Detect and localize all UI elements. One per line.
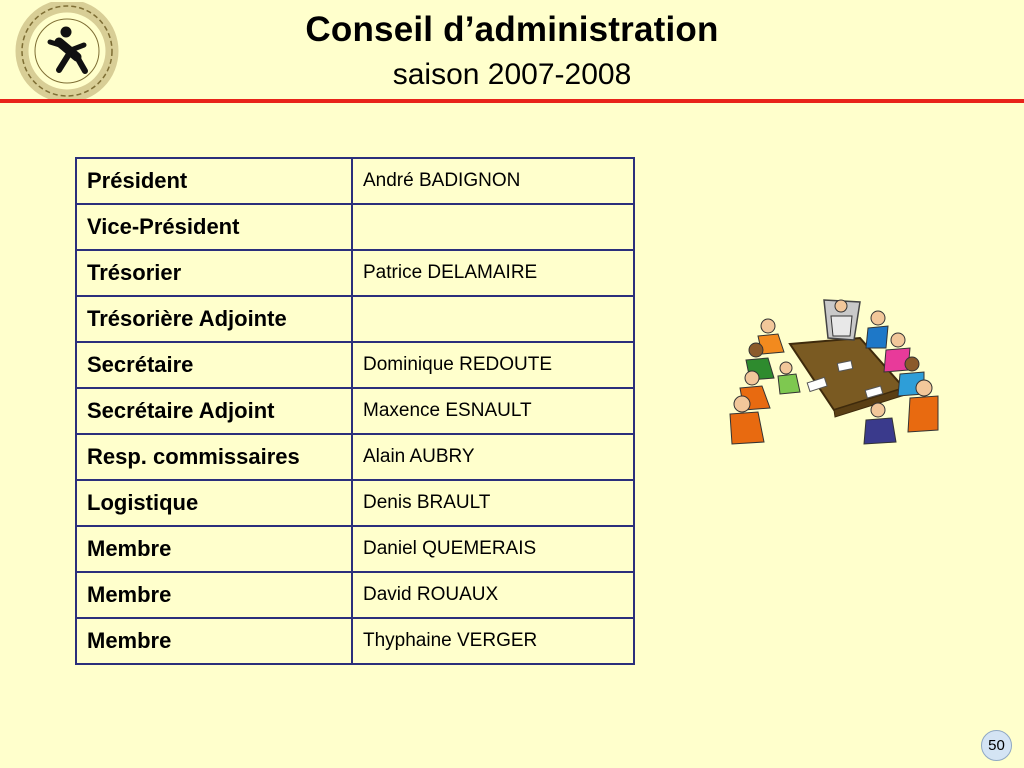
member-name-cell bbox=[352, 204, 634, 250]
member-name-cell: Daniel QUEMERAIS bbox=[352, 526, 634, 572]
role-cell: Président bbox=[76, 158, 352, 204]
role-cell: Secrétaire Adjoint bbox=[76, 388, 352, 434]
meeting-table-illustration bbox=[728, 292, 942, 450]
table-row bbox=[76, 204, 634, 250]
board-table bbox=[75, 157, 635, 665]
table-row bbox=[76, 434, 634, 480]
member-name-cell: Thyphaine VERGER bbox=[352, 618, 634, 664]
role-cell: Vice-Président bbox=[76, 204, 352, 250]
role-cell: Trésorière Adjointe bbox=[76, 296, 352, 342]
member-name-cell: Maxence ESNAULT bbox=[352, 388, 634, 434]
table-row bbox=[76, 526, 634, 572]
page-subtitle: saison 2007-2008 bbox=[392, 58, 632, 91]
member-name-cell bbox=[352, 296, 634, 342]
table-row bbox=[76, 480, 634, 526]
table-row bbox=[76, 158, 634, 204]
member-name-cell: Denis BRAULT bbox=[352, 480, 634, 526]
member-name-cell: Dominique REDOUTE bbox=[352, 342, 634, 388]
table-row bbox=[76, 388, 634, 434]
member-name-cell: Patrice DELAMAIRE bbox=[352, 250, 634, 296]
role-cell: Membre bbox=[76, 526, 352, 572]
table-row bbox=[76, 342, 634, 388]
member-name-cell: André BADIGNON bbox=[352, 158, 634, 204]
table-row bbox=[76, 296, 634, 342]
member-name-cell: David ROUAUX bbox=[352, 572, 634, 618]
table-row bbox=[76, 618, 634, 664]
table-row bbox=[76, 250, 634, 296]
role-cell: Secrétaire bbox=[76, 342, 352, 388]
page-number-badge: 50 bbox=[981, 730, 1012, 761]
page-title: Conseil d’administration bbox=[305, 10, 719, 49]
member-name-cell: Alain AUBRY bbox=[352, 434, 634, 480]
role-cell: Membre bbox=[76, 572, 352, 618]
role-cell: Membre bbox=[76, 618, 352, 664]
title-divider bbox=[0, 99, 1024, 103]
role-cell: Trésorier bbox=[76, 250, 352, 296]
role-cell: Resp. commissaires bbox=[76, 434, 352, 480]
table-row bbox=[76, 572, 634, 618]
role-cell: Logistique bbox=[76, 480, 352, 526]
